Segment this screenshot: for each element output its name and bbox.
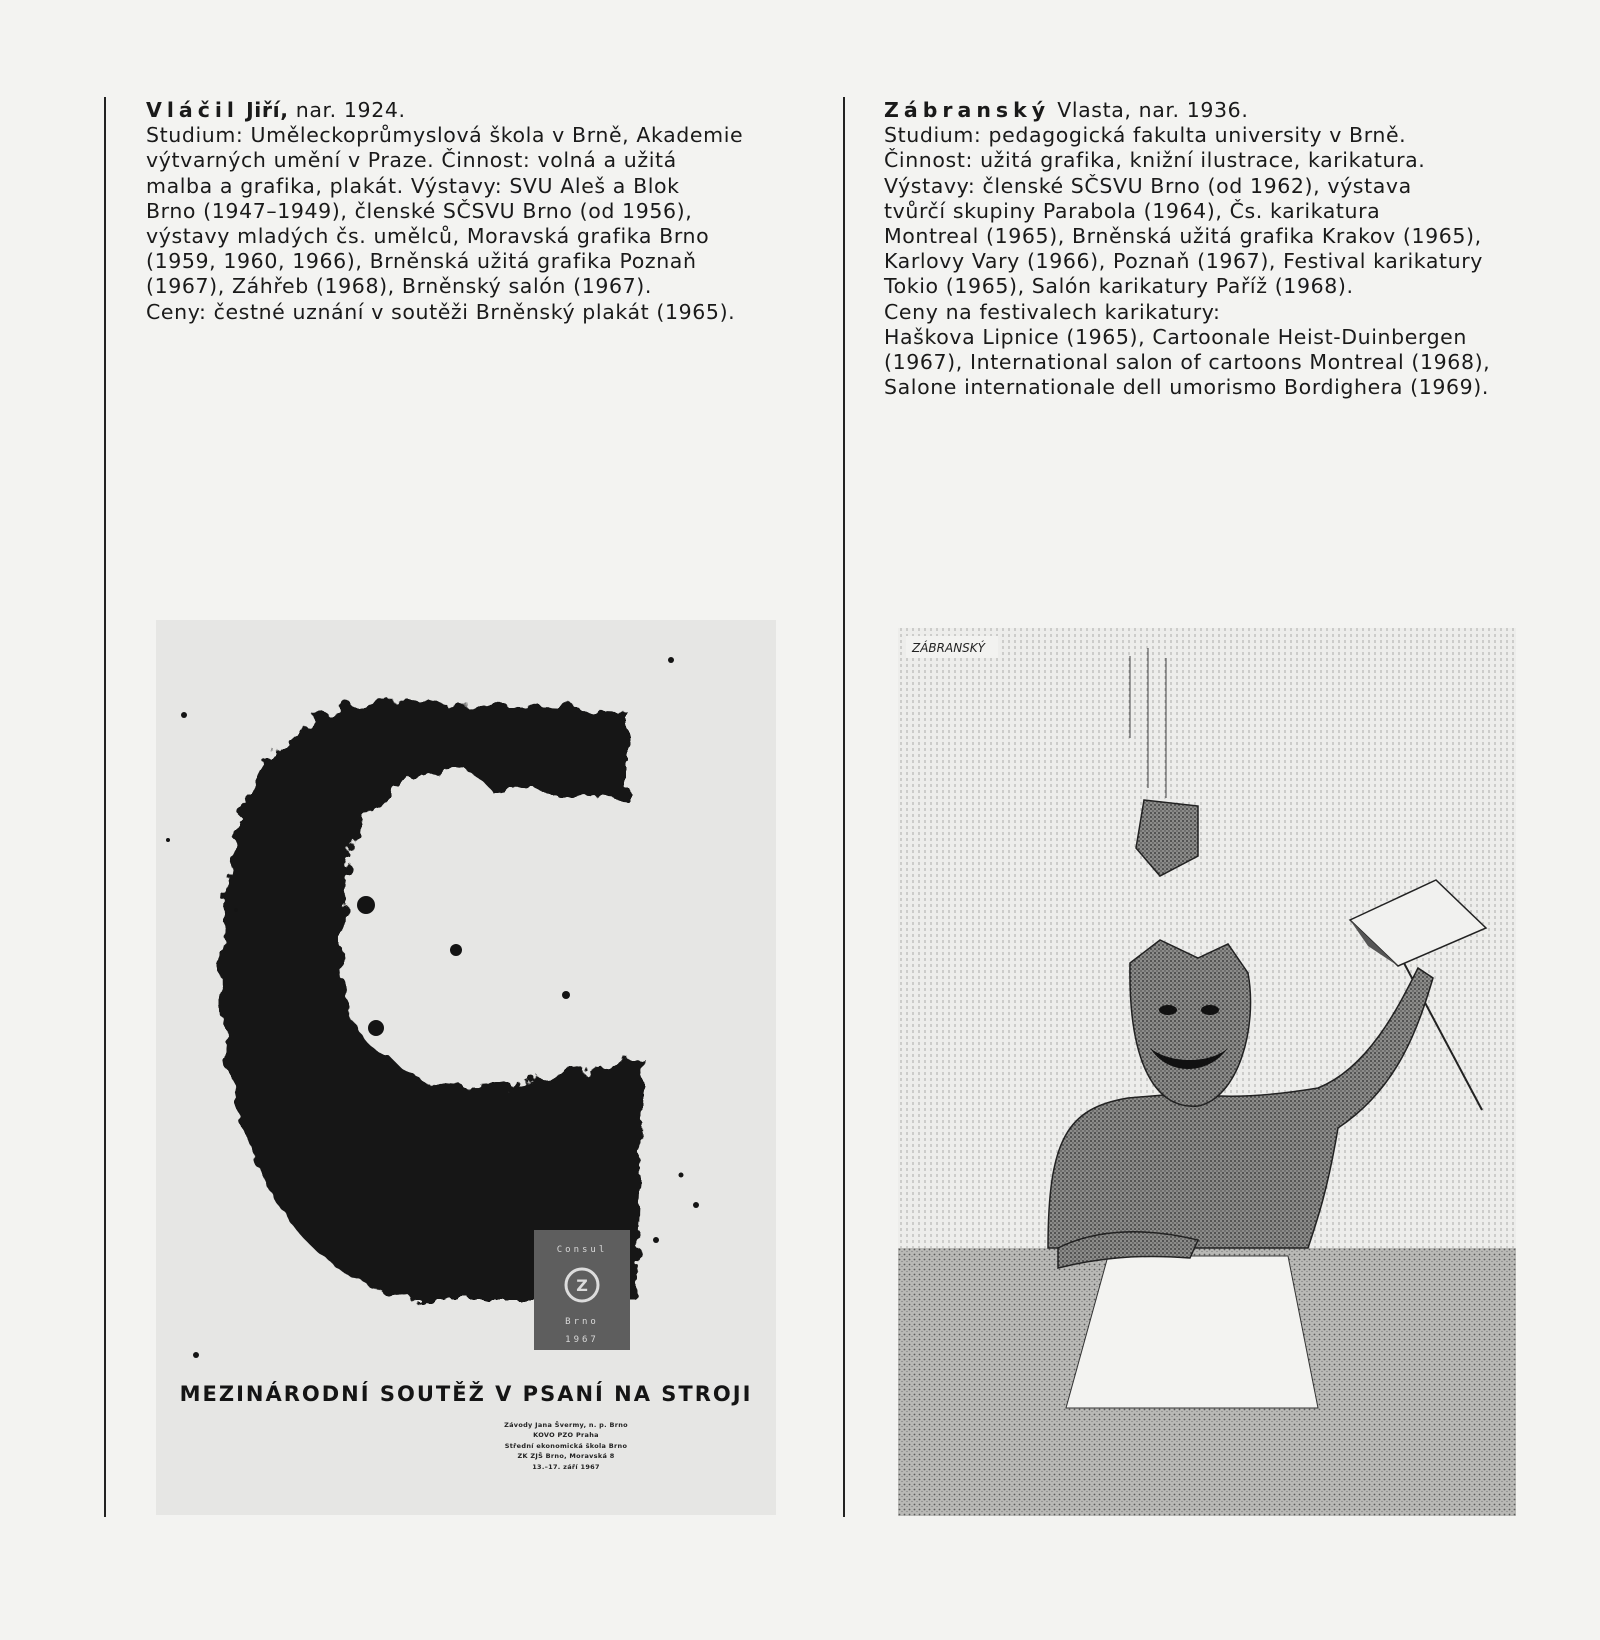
biography-line: výstavy mladých čs. umělců, Moravská grafika Brno — [146, 224, 710, 249]
biography-line: Vlasta, nar. 1936. — [1050, 98, 1249, 122]
poster-illustration — [156, 620, 776, 1515]
biography-line: tvůrčí skupiny Parabola (1964), Čs. karikatura — [884, 198, 1381, 223]
biography-line: Ceny: čestné uznání v soutěži Brněnský plakát (1965). — [146, 299, 736, 324]
poster-headline: MEZINÁRODNÍ SOUTĚŽ V PSANÍ NA STROJI — [179, 1382, 753, 1406]
poster-credit-line: ZK ZJŠ Brno, Moravská 8 — [517, 1452, 615, 1461]
paper-sheet — [1066, 1256, 1318, 1408]
poster-artwork — [156, 620, 776, 1515]
svg-text:ZÁBRANSKÝ: ZÁBRANSKÝ — [912, 641, 986, 655]
badge-brand: Consul — [556, 1245, 608, 1255]
badge-year: 1967 — [565, 1335, 599, 1345]
column-divider-left — [104, 97, 106, 1517]
cartoon-artwork — [898, 628, 1516, 1516]
biography-line: Brno (1947–1949), členské SČSVU Brno (od 1956), — [146, 198, 693, 223]
biography-line: Studium: pedagogická fakulta university v Brně. — [884, 123, 1407, 148]
biography-heading — [146, 98, 786, 123]
cartoon-illustration — [898, 628, 1516, 1516]
biography-line: Salone internationale dell umorismo Bordighera (1969). — [884, 375, 1490, 400]
biography-vlacil — [146, 98, 786, 325]
biography-line: malba a grafika, plakát. Výstavy: SVU Aleš a Blok — [146, 173, 680, 198]
biography-line: Tokio (1965), Salón karikatury Paříž (1968). — [884, 274, 1354, 299]
column-divider-right — [843, 97, 845, 1517]
biography-line: Činnost: užitá grafika, knižní ilustrace, karikatura. — [884, 148, 1426, 173]
poster-credits — [496, 1420, 636, 1472]
biography-heading — [884, 98, 1564, 123]
biography-line: Karlovy Vary (1966), Poznaň (1967), Festival karikatury — [884, 249, 1484, 274]
badge-letter: Z — [576, 1276, 588, 1295]
biography-line: nar. 1924. — [288, 98, 406, 122]
badge-city: Brno — [565, 1317, 599, 1327]
poster-credit-line: KOVO PZO Praha — [533, 1431, 599, 1440]
artist-surname: Zábranský — [884, 98, 1051, 122]
biography-line: Studium: Uměleckoprůmyslová škola v Brně, Akademie — [146, 123, 744, 148]
biography-line: Haškova Lipnice (1965), Cartoonale Heist-Duinbergen — [884, 324, 1467, 349]
artist-signature — [906, 636, 998, 658]
consul-badge — [534, 1230, 630, 1350]
artist-surname: Vláčil — [146, 98, 239, 122]
artist-given-name: Jiří, — [246, 98, 289, 122]
biography-line: Ceny na festivalech karikatury: — [884, 299, 1221, 324]
biography-line: Výstavy: členské SČSVU Brno (od 1962), výstava — [884, 173, 1412, 198]
poster-credit-line: 13.–17. září 1967 — [532, 1462, 600, 1471]
biography-line: (1967), Záhřeb (1968), Brněnský salón (1967). — [146, 274, 652, 299]
poster-credit-line: Střední ekonomická škola Brno — [504, 1441, 628, 1450]
biography-zabransky — [884, 98, 1564, 400]
biography-line: (1967), International salon of cartoons Montreal (1968), — [884, 350, 1491, 375]
poster-credit-line: Závody Jana Švermy, n. p. Brno — [504, 1421, 628, 1429]
biography-line: Montreal (1965), Brněnská užitá grafika Krakov (1965), — [884, 224, 1482, 249]
biography-line: (1959, 1960, 1966), Brněnská užitá grafika Poznaň — [146, 249, 697, 274]
biography-line: výtvarných umění v Praze. Činnost: volná a užitá — [146, 148, 677, 173]
